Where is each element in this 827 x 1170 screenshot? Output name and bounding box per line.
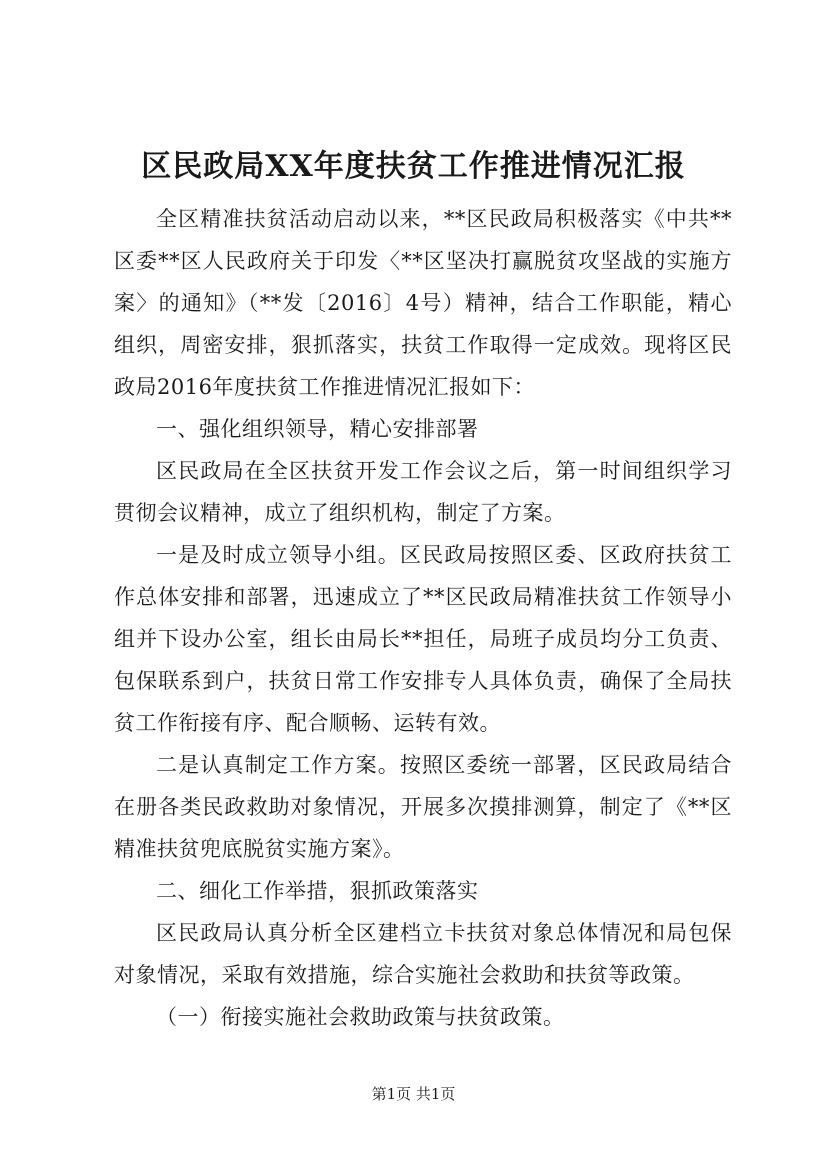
document-body <box>114 198 732 1038</box>
document-title: 区民政局XX年度扶贫工作推进情况汇报 <box>141 149 686 184</box>
paragraph: 区民政局在全区扶贫开发工作会议之后，第一时间组织学习贯彻会议精神，成立了组织机构，制定了方案。 <box>114 459 732 525</box>
section-heading-2: 二、细化工作举措，狠抓政策落实 <box>156 879 479 903</box>
subsection-heading: （一）衔接实施社会救助政策与扶贫政策。 <box>156 1005 565 1029</box>
paragraph: 二是认真制定工作方案。按照区委统一部署，区民政局结合在册各类民政救助对象情况，开展多次摸排测算，制定了《**区精准扶贫兜底脱贫实施方案》。 <box>114 753 732 861</box>
paragraph: 一是及时成立领导小组。区民政局按照区委、区政府扶贫工作总体安排和部署，迅速成立了**区民政局精准扶贫工作领导小组并下设办公室，组长由局长**担任，局班子成员均分工负责、包保联系到户，扶贫日常工作安排专人具体负责，确保了全局扶贫工作衔接有序、配合顺畅、运转有效。 <box>114 543 732 735</box>
paragraph-intro: 全区精准扶贫活动启动以来，**区民政局积极落实《中共**区委**区人民政府关于印发〈**区坚决打赢脱贫攻坚战的实施方案〉的通知》（**发〔2016〕4号）精神，结合工作职能，精心组织，周密安排，狠抓落实，扶贫工作取得一定成效。现将区民政局2016年度扶贫工作推进情况汇报如下： <box>114 207 732 399</box>
page-footer: 第1页 共1页 <box>371 1085 456 1103</box>
section-heading-1: 一、强化组织领导，精心安排部署 <box>156 417 479 441</box>
paragraph: 区民政局认真分析全区建档立卡扶贫对象总体情况和局包保对象情况，采取有效措施，综合实施社会救助和扶贫等政策。 <box>114 921 732 987</box>
